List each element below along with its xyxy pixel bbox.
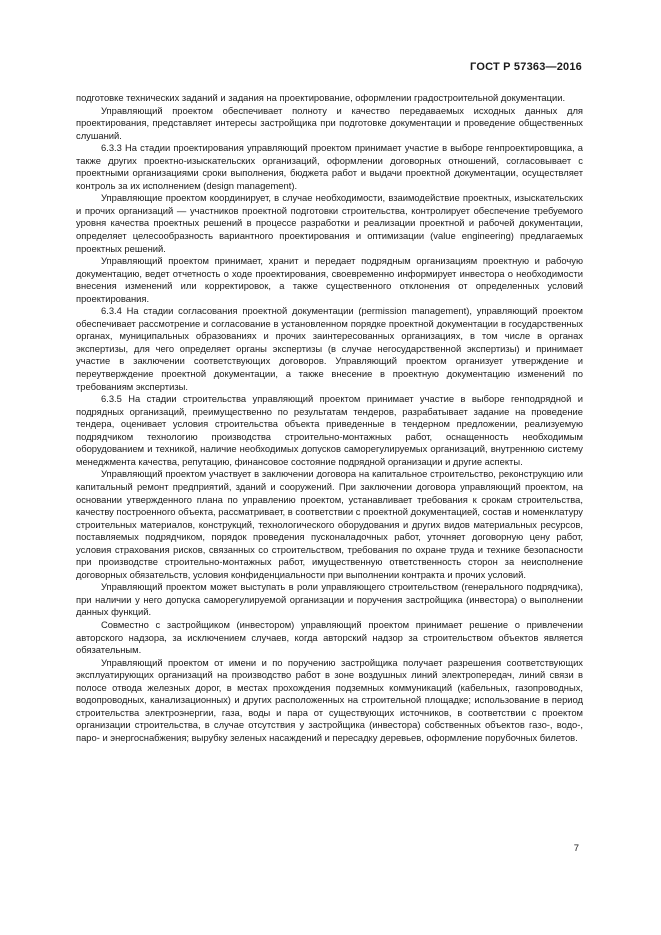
paragraph: Управляющий проектом может выступать в роли управляющего строительством (генерального подрядчика), при наличии у него допуска саморегулируемой организации и поручения застройщика (инвестора) о выполнении данных функций. (76, 581, 583, 618)
body-text (76, 92, 583, 744)
paragraph-clause-6-3-4: 6.3.4 На стадии согласования проектной документации (permission management), управляющий проектом обеспечивает рассмотрение и согласование в установленном порядке проектной документации в государственных органах, муниципальных образованиях и прочих заинтересованных организациях, в том числе в органах экспертизы, для чего определяет органы экспертизы (в случае негосударственной экспертизы) и принимает участие в заключении соответствующих договоров. Управляющий проектом организует утверждение и переутверждение проектной документации, а также внесение в проектную документацию изменений по требованиям экспертизы. (76, 305, 583, 392)
paragraph: Управляющий проектом обеспечивает полноту и качество передаваемых исходных данных для проектирования, представляет интересы застройщика при подготовке документации и проведение общественных слушаний. (76, 104, 583, 141)
paragraph-continuation: подготовке технических заданий и задания на проектирование, оформлении градостроительной документации. (76, 92, 566, 103)
page-number: 7 (573, 843, 579, 854)
paragraph: Управляющие проектом координирует, в случае необходимости, взаимодействие проектных, изыскательских и прочих организаций — участников проектной подготовки строительства, контролирует обеспечение требуемого уровня качества проектных решений в процессе разработки и реализации проектной и рабочей документации, определяет целесообразность вариантного проектирования и оптимизации (value engineering) предлагаемых проектных решений. (76, 192, 583, 254)
paragraph: Управляющий проектом от имени и по поручению застройщика получает разрешения соответствующих эксплуатирующих организаций на производство работ в зоне воздушных линий электропередач, линий связи в полосе отвода железных дорог, в местах прохождения подземных коммуникаций (кабельных, газопроводных, водопроводных, канализационных) и других расположенных на строительной площадке; использование в период строительства электроэнергии, газа, воды и пара от существующих источников, в соответствии с проектом организации строительства, в случае отсутствия у застройщика (инвестора) собственных объектов газо-, водо-, паро- и энергоснабжения; вырубку зеленых насаждений и пересадку деревьев, оформление порубочных билетов. (76, 656, 583, 743)
paragraph-clause-6-3-5: 6.3.5 На стадии строительства управляющий проектом принимает участие в выборе генподрядной и подрядных организаций, преимущественно по результатам тендеров, разрабатывает задание на проведение тендера, оценивает условия строительства объекта приведенные в тендерном предложении, реализуемую подрядчиком технологию производства строительно-монтажных работ, оснащенность необходимым оборудованием и техникой, наличие необходимых допусков саморегулируемых организаций, внутреннюю систему менеджмента качества, репутацию, финансовое состояние подрядной организации и другие аспекты. (76, 393, 583, 467)
paragraph-clause-6-3-3: 6.3.3 На стадии проектирования управляющий проектом принимает участие в выборе генпроектировщика, а также других проектно-изыскательских организаций, оформлении договорных отношений, согласовывает с проектными организациями сроки выполнения, бюджета работ и выдачи проектной документации, осуществляет контроль за их исполнением (design management). (76, 142, 583, 191)
paragraph: Совместно с застройщиком (инвестором) управляющий проектом принимает решение о привлечении авторского надзора, за исключением случаев, когда авторский надзор за строительством объектов является обязательным. (76, 618, 583, 656)
paragraph: Управляющий проектом принимает, хранит и передает подрядным организациям проектную и рабочую документацию, ведет отчетность о ходе проектирования, своевременно информирует инвестора о необходимости внесения изменений или корректировок, а также существенного отклонения от определенных условий проектирования. (76, 255, 583, 304)
standard-header: ГОСТ Р 57363—2016 (470, 61, 582, 73)
paragraph: Управляющий проектом участвует в заключении договора на капитальное строительство, реконструкцию или капитальный ремонт предприятий, зданий и сооружений. При заключении договора управляющий проектом, на основании утвержденного плана по управлению проектом, устанавливает требования к срокам строительства, качеству построенного объекта, рассматривает, в соответствии с проектной документацией, состав и номенклатуру строительных материалов, конструкций, технологического оборудования и других видов материальных ресурсов, поставляемых подрядчиком, порядок проведения пусконаладочных работ, уточняет договорную цену работ, условия страхования рисков, связанных со строительством, требования по охране труда и технике безопасности при производстве строительно-монтажных работ, имущественную ответственность сторон за неисполнение договорных обязательств, условия конфиденциальности при выполнении контракта и прочих условий. (76, 468, 583, 580)
